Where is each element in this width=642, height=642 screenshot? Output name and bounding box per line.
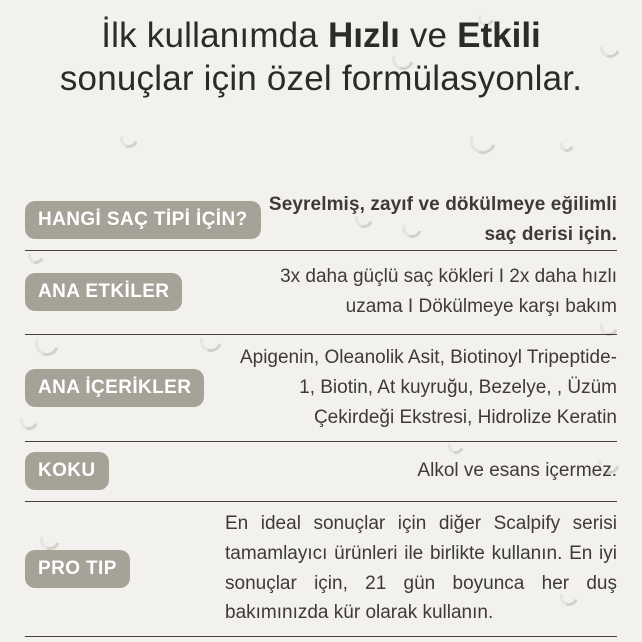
row-label-badge: ANA ETKİLER	[25, 273, 182, 311]
spec-row-scent	[25, 442, 617, 502]
water-droplet-decoration	[558, 136, 577, 155]
row-value: Seyrelmiş, zayıf ve dökülmeye eğilimli saç derisi için.	[268, 194, 617, 245]
headline	[0, 14, 642, 101]
water-droplet-decoration	[466, 124, 501, 159]
row-value: En ideal sonuçlar için diğer Scalpify serisi tamamlayıcı ürünleri ile birlikte kullanın. En iyi sonuçlar için, 21 gün boyunca her duş bakımınızda kür olarak kullanın.	[225, 513, 617, 624]
spec-row-key-ingredients	[25, 335, 617, 442]
water-droplet-decoration	[117, 127, 141, 151]
row-value: Alkol ve esans içermez.	[417, 460, 617, 482]
headline-emphasis: Etkili	[457, 16, 541, 55]
spec-table	[25, 190, 617, 637]
headline-text: ve	[399, 16, 458, 55]
row-label-badge: HANGİ SAÇ TİPİ İÇİN?	[25, 201, 261, 239]
headline-line-1	[0, 14, 642, 57]
headline-text: İlk kullanımda	[101, 16, 328, 55]
row-label-badge: ANA İÇERİKLER	[25, 369, 204, 407]
spec-row-hair-type	[25, 190, 617, 251]
row-value: Apigenin, Oleanolik Asit, Biotinoyl Tripeptide-1, Biotin, At kuyruğu, Bezelye, , Üzüm Çekirdeği Ekstresi, Hidrolize Keratin	[239, 346, 617, 428]
spec-row-main-effects	[25, 251, 617, 335]
headline-line-2: sonuçlar için özel formülasyonlar.	[59, 59, 583, 99]
row-label-badge: KOKU	[25, 452, 109, 490]
row-value: 3x daha güçlü saç kökleri I 2x daha hızlı uzama I Dökülmeye karşı bakım	[280, 266, 617, 318]
row-label-badge: PRO TIP	[25, 550, 130, 588]
spec-row-pro-tip	[25, 502, 617, 637]
headline-emphasis: Hızlı	[327, 16, 400, 55]
